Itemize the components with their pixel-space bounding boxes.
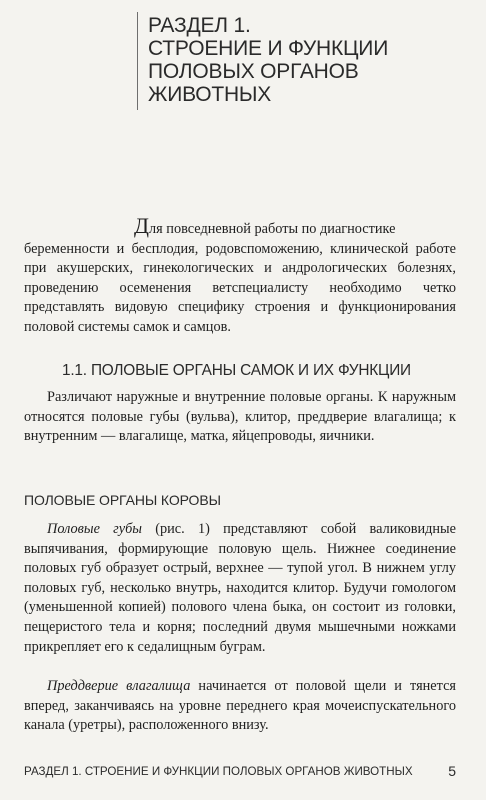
vestibule-term: Преддверие влагалища [47, 678, 191, 694]
intro-paragraph [24, 213, 456, 338]
intro-drop-letter: Д [134, 213, 150, 238]
page-number: 5 [448, 763, 456, 779]
running-title: РАЗДЕЛ 1. СТРОЕНИЕ И ФУНКЦИИ ПОЛОВЫХ ОРГАНОВ ЖИВОТНЫХ [24, 765, 413, 778]
section-title-line-1: РАЗДЕЛ 1. [148, 14, 251, 37]
vestibule-text: начинается от половой щели и тянется вперед, заканчиваясь на уровне переднего края мочеиспускательного канала (уретры), расположенного внизу. [24, 678, 456, 734]
vestibule-paragraph [24, 677, 456, 736]
cow-section-title: ПОЛОВЫЕ ОРГАНЫ КОРОВЫ [24, 492, 221, 508]
subsection-title: 1.1. ПОЛОВЫЕ ОРГАНЫ САМОК И ИХ ФУНКЦИИ [62, 362, 411, 379]
labia-text: (рис. 1) представляют собой валиковидные выпячивания, формирующие половую щель. Нижнее соединение половых губ образует острый, верхнее — тупой угол. В нижнем углу половых губ, несколько внутрь, находится клитор. Будучи гомологом (уменьшенной копией) полового члена быка, он состоит из головки, пещеристого тела и корня; последний двумя мышечными ножками прикрепляет его к седалищным буграм. [24, 521, 457, 655]
labia-paragraph [24, 520, 456, 657]
intro-first-line: ля повседневной работы по диагностике [149, 221, 396, 237]
section-title-line-4: ЖИВОТНЫХ [148, 83, 272, 106]
section-title [137, 12, 468, 110]
page-footer [24, 765, 456, 778]
organs-paragraph: Различают наружные и внутренние половые органы. К наружным относятся половые губы (вульва), клитор, преддверие влагалища; к внутренним — влагалище, матка, яйцепроводы, яичники. [24, 389, 456, 445]
section-title-line-3: ПОЛОВЫХ ОРГАНОВ [148, 60, 359, 83]
labia-term: Половые губы [47, 521, 142, 537]
section-title-line-2: СТРОЕНИЕ И ФУНКЦИИ [148, 37, 389, 60]
intro-text: беременности и бесплодия, родовспоможению, клинической работе при акушерских, гинекологических и андрологических болезнях, проведению осеменения ветспециалисту необходимо четко представлять видовую специфику строения и функционирования половой системы самок и самцов. [24, 240, 456, 335]
